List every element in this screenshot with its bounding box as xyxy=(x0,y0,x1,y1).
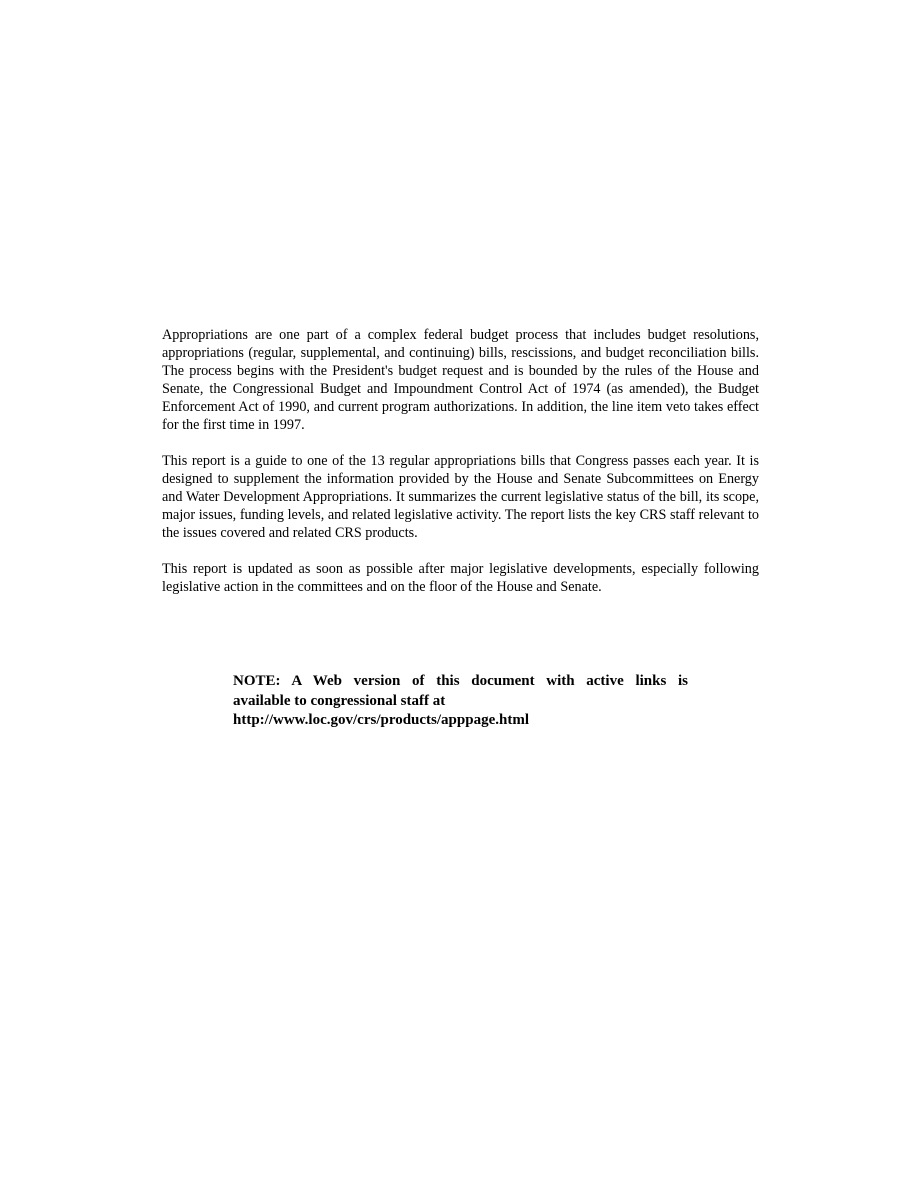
paragraph-report-purpose: This report is a guide to one of the 13 regular appropriations bills that Congress passes each year. It is designed to supplement the information provided by the House and Senate Subcommittees on Energy and Water Development Appropriations. It summarizes the current legislative status of the bill, its scope, major issues, funding levels, and related legislative activity. The report lists the key CRS staff relevant to the issues covered and related CRS products. xyxy=(162,453,759,541)
note-line-1: NOTE: A Web version of this document with active links is xyxy=(233,673,688,689)
summary-text xyxy=(162,326,759,614)
note-url: http://www.loc.gov/crs/products/apppage.html xyxy=(233,712,529,728)
web-version-note xyxy=(233,672,688,731)
paragraph-update-policy: This report is updated as soon as possible after major legislative developments, especially following legislative action in the committees and on the floor of the House and Senate. xyxy=(162,561,759,595)
note-line-2: available to congressional staff at xyxy=(233,692,446,709)
paragraph-appropriations-overview: Appropriations are one part of a complex federal budget process that includes budget resolutions, appropriations (regular, supplemental, and continuing) bills, rescissions, and budget reconciliation bills. The process begins with the President's budget request and is bounded by the rules of the House and Senate, the Congressional Budget and Impoundment Control Act of 1974 (as amended), the Budget Enforcement Act of 1990, and current program authorizations. In addition, the line item veto takes effect for the first time in 1997. xyxy=(162,327,759,433)
